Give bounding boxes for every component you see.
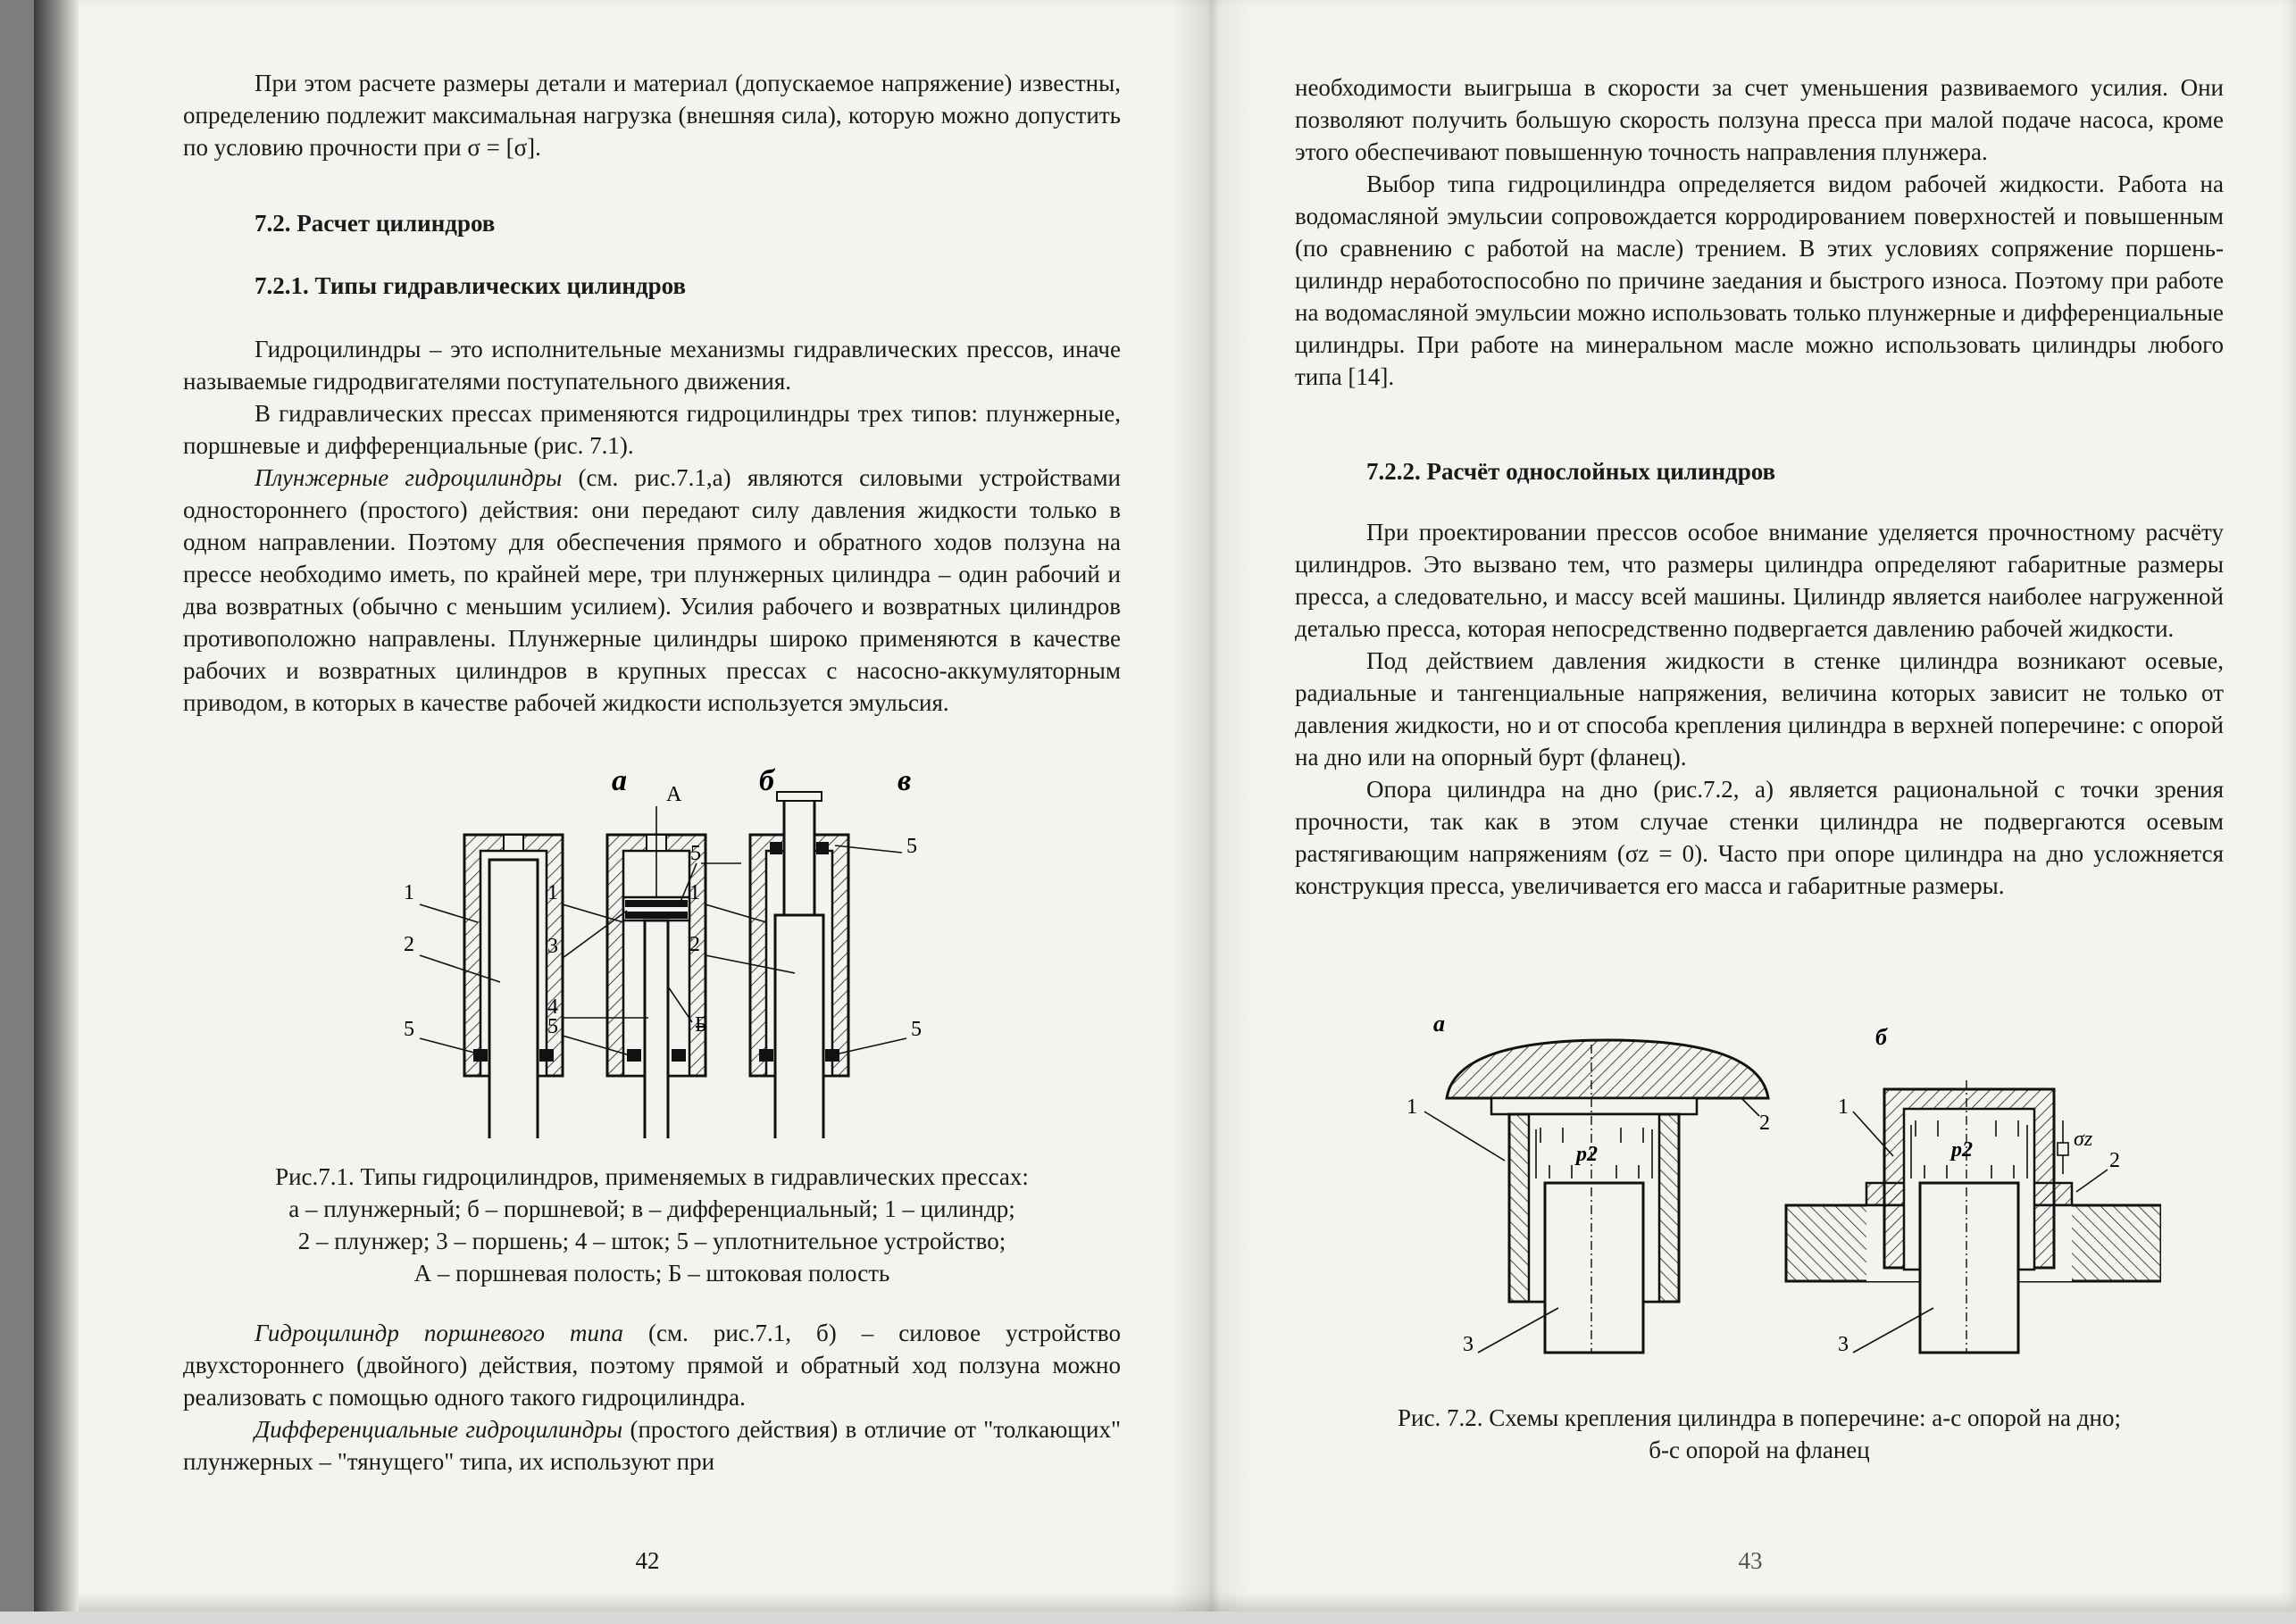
fig1-num-2a: 2: [404, 933, 414, 956]
fig1-num-4b: 4: [547, 995, 558, 1019]
figure-7-1: [384, 763, 938, 1138]
fig1-num-5v: 5: [911, 1018, 922, 1041]
fig1-num-1v: 1: [689, 881, 700, 904]
fig2-b-num-1: 1: [1838, 1095, 1849, 1119]
fig1-num-5b: 5: [547, 1015, 558, 1038]
fig2-b-num-3: 3: [1838, 1333, 1849, 1356]
fig1-num-2v: 2: [689, 933, 700, 956]
fig2-b-num-2: 2: [2109, 1149, 2120, 1172]
fig1-caption-line-4: А – поршневая полость; Б – штоковая полость: [413, 1260, 890, 1287]
page-number-left: 42: [635, 1547, 660, 1574]
figure-7-2: [1393, 1004, 2161, 1362]
fig2-a-num-1: 1: [1407, 1095, 1417, 1119]
fig1-label-v: в: [898, 764, 912, 797]
fig1-label-B: Б: [695, 1013, 707, 1037]
page-bottom-edge: [0, 1612, 2296, 1624]
paragraph-piston: [183, 1317, 1121, 1413]
fig2-a-pressure: p2: [1576, 1143, 1598, 1166]
fig2-scheme-a: [1407, 1040, 1770, 1356]
paragraph-differential-text: (простого действия) в отличие от "толкающих" плунжерных – "тянущего" типа, их используют при: [183, 1416, 1122, 1475]
heading-7-2: 7.2. Расчет цилиндров: [255, 210, 496, 237]
fig1-caption-line-2: а – плунжерный; б – поршневой; в – дифференциальный; 1 – цилиндр;: [288, 1195, 1015, 1222]
fig2-caption-line-1: Рис. 7.2. Схемы крепления цилиндра в поперечине: а-с опорой на дно;: [1398, 1404, 2121, 1431]
paragraph-bottom-support: Опора цилиндра на дно (рис.7.2, а) является рациональной с точки зрения прочности, так как в этом случае стенки цилиндра не подвергаются осевым растягивающим напряжениям (σz = 0). Часто при опоре цилиндра на дно усложняется конструкция пресса, увеличивается его масса и габаритные размеры.: [1295, 776, 2224, 899]
fig1-caption-line-3: 2 – плунжер; 3 – поршень; 4 – шток; 5 – уплотнительное устройство;: [297, 1228, 1006, 1254]
fig1-num-5a: 5: [404, 1018, 414, 1041]
book-gutter: [1170, 0, 1250, 1612]
fig2-scheme-b: [1786, 1080, 2161, 1356]
fig1-num-1a: 1: [404, 881, 414, 904]
fig2-label-a: а: [1433, 1011, 1445, 1037]
fig1-num-5b-top: 5: [690, 842, 701, 865]
fig2-label-b: б: [1875, 1024, 1887, 1050]
right-page: [1295, 0, 2224, 1612]
book-spine-shadow: [34, 0, 79, 1612]
heading-7-2-1: 7.2.1. Типы гидравлических цилиндров: [255, 272, 687, 299]
fig2-a-num-3: 3: [1463, 1333, 1474, 1356]
fig1-label-a: а: [612, 764, 627, 797]
paragraph-plunger-text: (см. рис.7.1,а) являются силовыми устройствами одностороннего (простого) действия: они передают силу давления жидкости только в одном направлении. Поэтому для обеспечения прямого и обратного ходов ползуна на прессе необходимо иметь, по крайней мере, три плунжерных цилиндра – один рабочий и два возвратных (обычно с меньшим усилием). Усилия рабочего и возвратных цилиндров противоположно направлены. Плунжерные цилиндры широко применяются в качестве рабочих и возвратных цилиндров в крупных прессах с насосно-аккумуляторным приводом, в которых в качестве рабочей жидкости используется эмульсия.: [183, 464, 1121, 716]
paragraph-stresses: Под действием давления жидкости в стенке цилиндра возникают осевые, радиальные и тангенциальные напряжения, величина которых зависит не только от давления жидкости, но и от способа крепления цилиндра в верхней поперечине: с опорой на дно или на опорный бурт (фланец).: [1295, 647, 2224, 770]
fig1-label-A: А: [666, 783, 682, 806]
paragraph-design: При проектировании прессов особое внимание уделяется прочностному расчёту цилиндров. Это вызвано тем, что размеры цилиндра определяют габаритные размеры пресса, а следовательно, и массу всей машины. Цилиндр является наиболее нагруженной деталью пресса, которая непосредственно подвергается давлению рабочей жидкости.: [1295, 519, 2224, 642]
page-number-right: 43: [1738, 1547, 1763, 1574]
fig1-num-5v-top: 5: [906, 835, 917, 858]
term-differential: Дифференциальные гидроцилиндры: [255, 1416, 623, 1443]
fig2-a-num-2: 2: [1759, 1112, 1770, 1135]
paragraph-fluid-choice: Выбор типа гидроцилиндра определяется видом рабочей жидкости. Работа на водомасляной эмульсии сопровождается корродированием поверхностей и повышенным (по сравнению с работой на масле) трением. В этих условиях сопряжение поршень-цилиндр неработоспособно по причине заедания и быстрого износа. Поэтому при работе на водомасляной эмульсии можно использовать только плунжерные и дифференциальные цилиндры. При работе на минеральном масле можно использовать цилиндры любого типа [14].: [1295, 171, 2224, 390]
term-plunger: Плунжерные гидроцилиндры: [255, 464, 563, 491]
fig1-caption-line-1: Рис.7.1. Типы гидроцилиндров, применяемых в гидравлических прессах:: [275, 1163, 1029, 1190]
paragraph-hydrocylinders: Гидроцилиндры – это исполнительные механизмы гидравлических прессов, иначе называемые гидродвигателями поступательного движения.: [183, 336, 1121, 395]
paragraph-piston-text: (см. рис.7.1, б) – силовое устройство двухстороннего (двойного) действия, поэтому прямой и обратный ход ползуна можно реализовать с помощью одного такого гидроцилиндра.: [183, 1320, 1121, 1411]
fig1-num-3b: 3: [547, 935, 558, 958]
paragraph-continuation: необходимости выигрыша в скорости за счет уменьшения развиваемого усилия. Они позволяют получить большую скорость ползуна пресса при малой подаче насоса, кроме этого обеспечивают повышенную точность направления плунжера.: [1295, 74, 2224, 165]
fig1-num-1b: 1: [547, 881, 558, 904]
fig1-cylinder-v: [750, 792, 848, 1138]
fig1-label-b: б: [759, 764, 774, 797]
fig2-b-pressure: p2: [1951, 1138, 1973, 1162]
heading-7-2-2: 7.2.2. Расчёт однослойных цилиндров: [1366, 458, 1776, 485]
term-piston: Гидроцилиндр поршневого типа: [255, 1320, 624, 1346]
fig2-b-sigma-z: σz: [2074, 1128, 2093, 1151]
left-page: [183, 0, 1121, 1612]
paragraph-three-types: В гидравлических прессах применяются гидроцилиндры трех типов: плунжерные, поршневые и дифференциальные (рис. 7.1).: [183, 400, 1121, 459]
paragraph-differential: [183, 1413, 1121, 1478]
intro-paragraph: При этом расчете размеры детали и материал (допускаемое напряжение) известны, определению подлежит максимальная нагрузка (внешняя сила), которую можно допустить по условию прочности при σ = [σ].: [183, 70, 1121, 161]
fig1-cylinder-a: [464, 835, 563, 1138]
paragraph-plunger: [183, 462, 1121, 719]
fig2-caption-line-2: б-с опорой на фланец: [1649, 1437, 1870, 1463]
